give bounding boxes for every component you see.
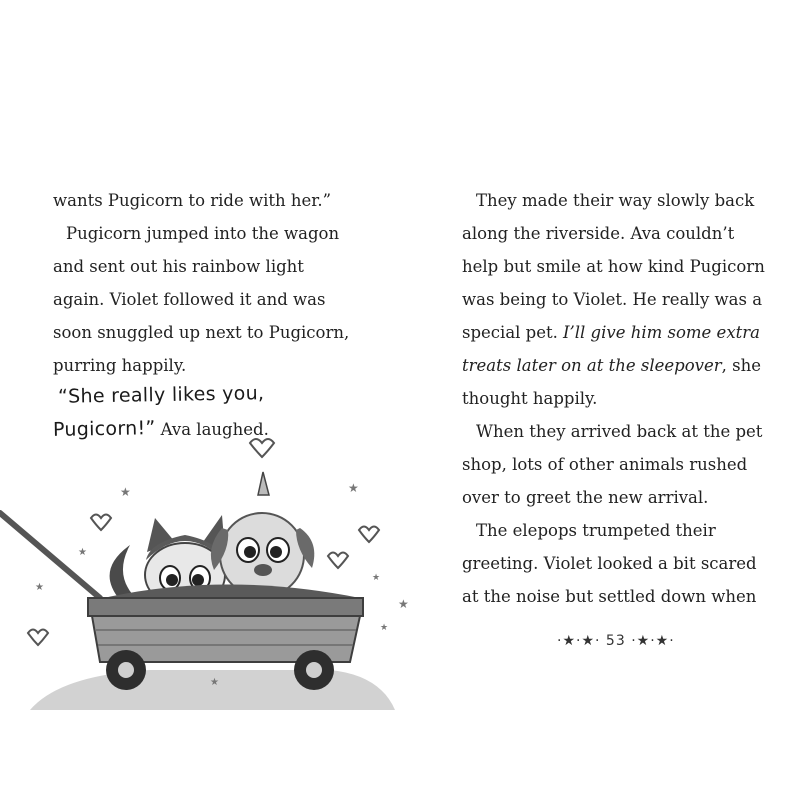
right-line-3: help but smile at how kind Pugicorn [462, 257, 765, 276]
ground-mound [30, 670, 395, 710]
left-line-2: Pugicorn jumped into the wagon [66, 224, 340, 243]
right-page [400, 0, 800, 800]
handwritten-quote-line-1: “She really likes you, [57, 382, 265, 408]
right-line-5-normal: special pet. [462, 323, 558, 342]
right-line-2: along the riverside. Ava couldn’t [462, 224, 735, 243]
right-line-6-italic: treats later on at the sleepover [462, 356, 722, 375]
right-line-5 [462, 322, 760, 344]
left-line-5: soon snuggled up next to Pugicorn, [53, 323, 350, 342]
svg-text:★: ★ [78, 547, 87, 558]
svg-text:★: ★ [120, 485, 131, 499]
right-line-13: at the noise but settled down when [462, 587, 757, 606]
right-line-1: They made their way slowly back [476, 191, 755, 210]
right-line-4: was being to Violet. He really was a [462, 290, 763, 309]
left-line-4: again. Violet followed it and was [53, 290, 326, 309]
handwritten-name: Pugicorn!” [52, 417, 156, 441]
right-line-10: over to greet the new arrival. [462, 488, 709, 507]
svg-text:★: ★ [348, 481, 359, 495]
right-line-5-italic: I’ll give him some extra [562, 323, 760, 342]
svg-text:★: ★ [35, 582, 44, 593]
right-line-7: thought happily. [462, 389, 598, 408]
page-number-footer [557, 633, 675, 649]
right-line-6 [462, 355, 761, 377]
right-line-12: greeting. Violet looked a bit scared [462, 554, 757, 573]
svg-text:★: ★ [380, 623, 389, 633]
right-line-9: shop, lots of other animals rushed [462, 455, 748, 474]
page-number: 53 [605, 633, 626, 649]
svg-text:★: ★ [398, 597, 409, 611]
ava-laughed: Ava laughed. [160, 420, 269, 439]
left-line-1: wants Pugicorn to ride with her.” [53, 191, 332, 210]
wagon-illustration [0, 430, 420, 720]
page-number-decor-right: ·★·★· [631, 633, 675, 649]
left-line-3: and sent out his rainbow light [53, 257, 304, 276]
left-line-6: purring happily. [53, 356, 187, 375]
right-line-11: The elepops trumpeted their [476, 521, 716, 540]
page-number-decor-left: ·★·★· [557, 633, 601, 649]
right-line-8: When they arrived back at the pet [476, 422, 763, 441]
svg-text:★: ★ [372, 573, 381, 583]
right-line-6-normal: , she [721, 356, 761, 375]
svg-text:★: ★ [210, 677, 219, 688]
